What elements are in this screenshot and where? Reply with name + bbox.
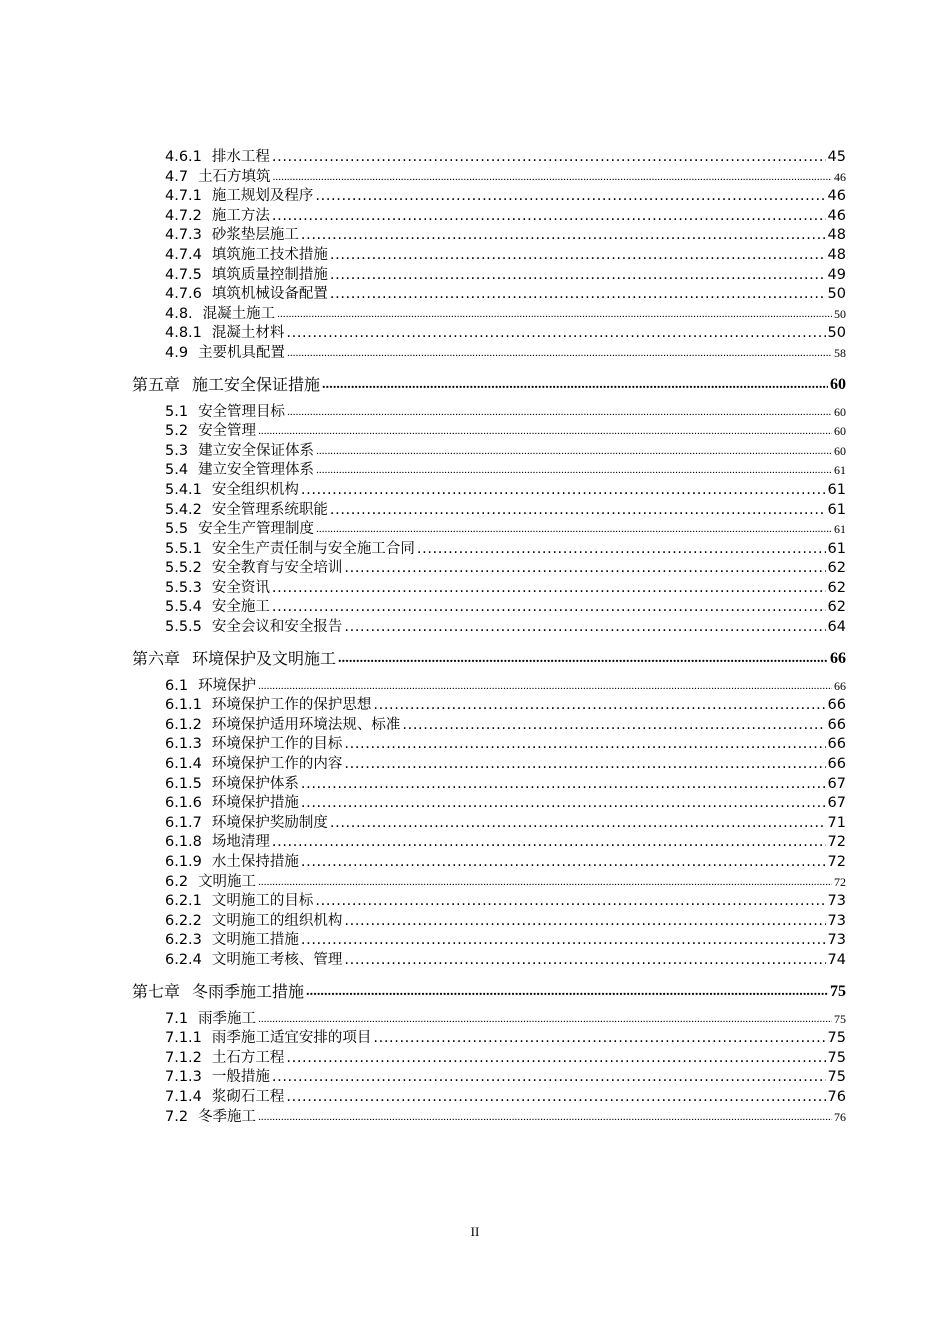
dot-leader [373, 696, 825, 716]
toc-entry-title: 文明施工考核、管理 [211, 951, 343, 968]
dot-leader [344, 618, 825, 638]
dot-leader [417, 540, 826, 560]
toc-entry-title: 排水工程 [211, 149, 270, 165]
toc-entry-number: 5.3 [165, 442, 189, 459]
dot-leader [301, 794, 826, 814]
dot-leader [258, 1010, 832, 1030]
toc-entry[interactable] [132, 1029, 846, 1049]
toc-entry-page-number: 50 [827, 286, 846, 303]
toc-entry-page-number: 71 [827, 814, 846, 831]
toc-entry-number: 6.2.3 [165, 932, 202, 949]
toc-entry-page-number: 49 [827, 266, 846, 283]
dot-leader [273, 168, 832, 188]
dot-leader [344, 912, 825, 932]
toc-entry-page-number: 60 [834, 424, 846, 439]
dot-leader [301, 853, 826, 873]
toc-entry-title: 建立安全保证体系 [198, 442, 315, 459]
dot-leader [258, 677, 832, 697]
dot-leader [402, 716, 825, 736]
toc-entry-number: 4.6.1 [165, 149, 202, 165]
toc-entry-title: 填筑质量控制措施 [211, 266, 328, 283]
toc-entry[interactable] [132, 422, 846, 442]
toc-entry[interactable] [132, 931, 846, 951]
toc-entry[interactable] [132, 873, 846, 893]
toc-entry[interactable] [132, 148, 846, 168]
dot-leader [272, 1068, 826, 1088]
dot-leader [272, 579, 826, 599]
toc-entry[interactable] [132, 794, 846, 814]
toc-entry-page-number: 64 [827, 619, 846, 636]
toc-entry-page-number: 61 [827, 501, 846, 518]
toc-entry-page-number: 66 [827, 697, 846, 714]
toc-entry-page-number: 66 [827, 756, 846, 773]
dot-leader [315, 187, 825, 207]
toc-entry[interactable] [132, 1049, 846, 1069]
toc-entry-title: 安全教育与安全培训 [211, 560, 343, 577]
dot-leader [316, 520, 832, 540]
toc-entry[interactable] [132, 814, 846, 834]
toc-entry-title: 建立安全管理体系 [198, 462, 315, 479]
toc-entry-title: 安全组织机构 [211, 481, 299, 498]
toc-entry-number: 7.1.4 [165, 1088, 202, 1105]
toc-entry-page-number: 75 [827, 1030, 846, 1047]
toc-entry-title: 施工方法 [211, 207, 270, 224]
dot-leader [338, 646, 828, 671]
toc-entry-page-number: 66 [827, 736, 846, 753]
toc-entry-title: 安全管理 [198, 423, 257, 440]
toc-entry[interactable] [132, 1068, 846, 1088]
toc-entry-title: 安全资讯 [211, 579, 270, 596]
toc-entry-page-number: 74 [827, 951, 846, 968]
toc-entry-title: 环境保护工作的目标 [211, 736, 343, 753]
toc-entry-page-number: 62 [827, 560, 846, 577]
toc-entry[interactable] [132, 305, 846, 325]
toc-entry-number: 6.1.5 [165, 775, 202, 792]
toc-entry-title: 填筑机械设备配置 [211, 286, 328, 303]
toc-entry-number: 5.5.2 [165, 560, 202, 577]
toc-entry-number: 5.5 [165, 521, 189, 538]
toc-entry-title: 施工安全保证措施 [192, 374, 321, 394]
toc-entry-page-number: 66 [827, 716, 846, 733]
toc-entry-title: 混凝土材料 [211, 325, 285, 342]
dot-leader [286, 1049, 825, 1069]
toc-entry-title: 安全管理系统职能 [211, 501, 328, 518]
toc-entry-title: 主要机具配置 [198, 344, 286, 361]
toc-entry-number: 6.1.8 [165, 834, 202, 851]
toc-entry[interactable] [132, 892, 846, 912]
table-of-contents [132, 148, 846, 1127]
toc-chapter-entry[interactable] [132, 372, 846, 397]
toc-entry-page-number: 66 [834, 678, 846, 693]
dot-leader [277, 305, 832, 325]
dot-leader [301, 226, 826, 246]
toc-entry-number: 4.7.1 [165, 188, 202, 205]
dot-leader [272, 598, 826, 618]
toc-entry-number: 7.1 [165, 1010, 189, 1027]
toc-entry-title: 一般措施 [211, 1069, 270, 1086]
toc-entry[interactable] [132, 501, 846, 521]
toc-entry-title: 冬雨季施工措施 [192, 981, 305, 1001]
dot-leader [301, 775, 826, 795]
dot-leader [330, 266, 826, 286]
toc-entry-page-number: 60 [834, 404, 846, 419]
dot-leader [286, 1088, 825, 1108]
dot-leader [272, 207, 826, 227]
toc-entry-title: 文明施工的目标 [211, 893, 314, 910]
toc-entry-number: 6.1.1 [165, 697, 202, 714]
toc-entry-page-number: 73 [827, 912, 846, 929]
dot-leader [272, 148, 826, 168]
toc-entry[interactable] [132, 442, 846, 462]
toc-entry-page-number: 62 [827, 579, 846, 596]
toc-entry[interactable] [132, 696, 846, 716]
toc-entry-page-number: 75 [827, 1049, 846, 1066]
toc-entry-number: 5.1 [165, 403, 189, 420]
toc-entry-number: 6.2.2 [165, 912, 202, 929]
toc-entry-number: 6.1 [165, 677, 189, 694]
toc-entry-page-number: 61 [827, 540, 846, 557]
toc-entry-title: 雨季施工适宜安排的项目 [211, 1030, 372, 1047]
toc-entry-page-number: 60 [830, 375, 846, 393]
toc-entry-number: 5.5.3 [165, 579, 202, 596]
dot-leader [330, 246, 826, 266]
toc-entry-number: 7.1.3 [165, 1069, 202, 1086]
toc-entry-title: 环境保护工作的保护思想 [211, 697, 372, 714]
dot-leader [322, 372, 828, 397]
toc-entry-page-number: 67 [827, 775, 846, 792]
toc-entry-title: 土石方工程 [211, 1049, 285, 1066]
toc-entry-page-number: 58 [834, 345, 846, 360]
toc-entry[interactable] [132, 579, 846, 599]
toc-chapter-entry[interactable] [132, 646, 846, 671]
toc-entry[interactable] [132, 403, 846, 423]
toc-entry-page-number: 75 [827, 1069, 846, 1086]
toc-entry[interactable] [132, 226, 846, 246]
toc-entry-page-number: 61 [827, 481, 846, 498]
toc-entry-page-number: 61 [834, 522, 846, 537]
toc-entry-number: 6.1.6 [165, 795, 202, 812]
toc-entry[interactable] [132, 344, 846, 364]
toc-entry[interactable] [132, 1010, 846, 1030]
toc-entry-number: 4.7.6 [165, 286, 202, 303]
dot-leader [330, 285, 826, 305]
toc-entry-page-number: 48 [827, 246, 846, 263]
toc-entry-page-number: 73 [827, 893, 846, 910]
toc-entry-number: 4.9 [165, 344, 189, 361]
dot-leader [258, 873, 832, 893]
toc-entry-title: 环境保护 [198, 677, 257, 694]
toc-entry-title: 安全生产责任制与安全施工合同 [211, 540, 415, 557]
toc-entry-page-number: 46 [834, 169, 846, 184]
toc-entry[interactable] [132, 266, 846, 286]
toc-entry-title: 施工规划及程序 [211, 188, 314, 205]
toc-entry-title: 土石方填筑 [198, 168, 271, 185]
toc-entry-number: 5.4.2 [165, 501, 202, 518]
toc-entry-page-number: 46 [827, 188, 846, 205]
toc-entry-title: 安全管理目标 [198, 403, 286, 420]
toc-entry-title: 环境保护及文明施工 [192, 648, 337, 668]
toc-entry-number: 7.1.2 [165, 1049, 202, 1066]
toc-entry-page-number: 46 [827, 207, 846, 224]
toc-entry[interactable] [132, 520, 846, 540]
toc-entry-number: 4.7.5 [165, 266, 202, 283]
toc-entry-number: 5.5.1 [165, 540, 202, 557]
toc-entry-page-number: 50 [827, 325, 846, 342]
toc-entry-title: 砂浆垫层施工 [211, 227, 299, 244]
toc-entry[interactable] [132, 951, 846, 971]
toc-entry-title: 环境保护奖励制度 [211, 814, 328, 831]
toc-entry-page-number: 60 [834, 443, 846, 458]
toc-entry-number: 5.5.5 [165, 619, 202, 636]
toc-entry-page-number: 72 [827, 834, 846, 851]
toc-entry-page-number: 48 [827, 227, 846, 244]
toc-entry-number: 第五章 [132, 374, 181, 394]
dot-leader [287, 403, 832, 423]
toc-entry[interactable] [132, 285, 846, 305]
toc-entry-number: 6.1.9 [165, 854, 202, 870]
toc-entry[interactable] [132, 168, 846, 188]
toc-entry-title: 场地清理 [211, 834, 270, 851]
toc-entry-title: 安全生产管理制度 [198, 521, 315, 538]
toc-entry[interactable] [132, 559, 846, 579]
toc-entry[interactable] [132, 481, 846, 501]
toc-entry[interactable] [132, 833, 846, 853]
toc-entry[interactable] [132, 1088, 846, 1108]
toc-entry[interactable] [132, 677, 846, 697]
toc-entry-title: 环境保护工作的内容 [211, 756, 343, 773]
toc-entry-page-number: 67 [827, 795, 846, 812]
toc-entry-number: 4.7.4 [165, 246, 202, 263]
toc-entry-title: 安全会议和安全报告 [211, 619, 343, 636]
toc-entry-title: 水土保持措施 [211, 854, 299, 870]
toc-entry-page-number: 75 [834, 1011, 846, 1026]
toc-entry-page-number: 76 [834, 1109, 846, 1124]
toc-entry[interactable] [132, 912, 846, 932]
toc-entry-page-number: 50 [834, 306, 846, 321]
dot-leader [315, 892, 825, 912]
toc-entry-title: 文明施工 [198, 873, 257, 890]
toc-entry-number: 5.4 [165, 462, 189, 479]
dot-leader [258, 422, 832, 442]
toc-entry-page-number: 72 [834, 874, 846, 889]
toc-entry-number: 6.2 [165, 873, 189, 890]
toc-entry-number: 6.2.1 [165, 893, 202, 910]
toc-entry-number: 5.2 [165, 423, 189, 440]
toc-entry-title: 环境保护措施 [211, 795, 299, 812]
toc-entry[interactable] [132, 853, 846, 873]
dot-leader [287, 344, 832, 364]
toc-entry-page-number: 66 [830, 649, 846, 667]
toc-entry-number: 第六章 [132, 648, 181, 668]
toc-entry-page-number: 61 [834, 463, 846, 478]
dot-leader [344, 735, 825, 755]
toc-entry-number: 第七章 [132, 981, 181, 1001]
toc-entry-number: 6.2.4 [165, 951, 202, 968]
toc-entry-number: 4.8.1 [165, 325, 202, 342]
toc-entry-page-number: 76 [827, 1088, 846, 1105]
dot-leader [301, 481, 826, 501]
toc-entry-page-number: 62 [827, 599, 846, 616]
dot-leader [272, 833, 826, 853]
toc-entry-page-number: 73 [827, 932, 846, 949]
toc-entry[interactable] [132, 246, 846, 266]
toc-entry-number: 6.1.7 [165, 814, 202, 831]
toc-entry-title: 文明施工的组织机构 [211, 912, 343, 929]
toc-entry[interactable] [132, 540, 846, 560]
toc-entry[interactable] [132, 735, 846, 755]
toc-entry[interactable] [132, 755, 846, 775]
dot-leader [301, 931, 826, 951]
toc-entry-number: 6.1.4 [165, 756, 202, 773]
toc-entry-number: 7.2 [165, 1108, 189, 1125]
dot-leader [330, 814, 826, 834]
dot-leader [344, 559, 825, 579]
toc-entry[interactable] [132, 461, 846, 481]
dot-leader [344, 951, 825, 971]
toc-entry[interactable] [132, 187, 846, 207]
page-number-footer: II [470, 1224, 480, 1239]
dot-leader [286, 324, 825, 344]
toc-entry[interactable] [132, 716, 846, 736]
toc-entry[interactable] [132, 598, 846, 618]
toc-entry-title: 填筑施工技术措施 [211, 246, 328, 263]
toc-entry[interactable] [132, 618, 846, 638]
toc-entry-page-number: 72 [827, 854, 846, 870]
toc-entry-number: 7.1.1 [165, 1030, 202, 1047]
toc-entry-number: 5.5.4 [165, 599, 202, 616]
dot-leader [316, 461, 832, 481]
toc-entry-title: 雨季施工 [198, 1010, 257, 1027]
toc-entry[interactable] [132, 207, 846, 227]
toc-entry-number: 4.7 [165, 168, 189, 185]
dot-leader [258, 1108, 832, 1128]
toc-entry[interactable] [132, 1108, 846, 1128]
toc-entry-title: 文明施工措施 [211, 932, 299, 949]
dot-leader [306, 979, 828, 1004]
toc-entry-number: 6.1.2 [165, 716, 202, 733]
dot-leader [330, 501, 826, 521]
toc-entry[interactable] [132, 775, 846, 795]
toc-entry-title: 环境保护体系 [211, 775, 299, 792]
toc-chapter-entry[interactable] [132, 979, 846, 1004]
dot-leader [373, 1029, 825, 1049]
toc-entry-number: 4.7.3 [165, 227, 202, 244]
toc-entry-title: 安全施工 [211, 599, 270, 616]
toc-entry-title: 冬季施工 [198, 1108, 257, 1125]
dot-leader [344, 755, 825, 775]
toc-entry-page-number: 45 [827, 149, 846, 165]
toc-entry-number: 4.7.2 [165, 207, 202, 224]
toc-entry-number: 4.8. [165, 305, 193, 322]
toc-entry-number: 6.1.3 [165, 736, 202, 753]
toc-entry-title: 环境保护适用环境法规、标准 [211, 716, 401, 733]
toc-entry-title: 浆砌石工程 [211, 1088, 285, 1105]
dot-leader [316, 442, 832, 462]
toc-entry-title: 混凝土施工 [202, 305, 276, 322]
toc-entry-page-number: 75 [830, 982, 846, 1000]
toc-entry[interactable] [132, 324, 846, 344]
toc-entry-number: 5.4.1 [165, 481, 202, 498]
